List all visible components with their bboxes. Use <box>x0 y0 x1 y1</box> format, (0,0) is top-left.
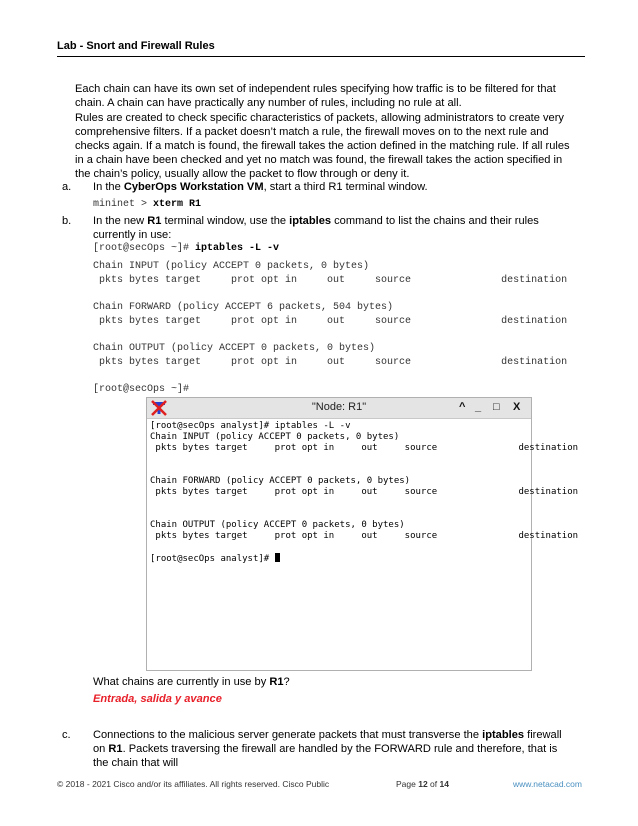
intro-paragraph-1: Each chain can have its own set of independent rules specifying how traffic is to be filtered for that chain. A chain can have practically any number of rules, including no rule at all. <box>75 83 556 109</box>
shade-button[interactable]: ^ <box>459 401 466 413</box>
terminal-line <box>150 454 578 465</box>
step-b-marker: b. <box>62 215 72 227</box>
code-line: Chain INPUT (policy ACCEPT 0 packets, 0 bytes) <box>93 261 370 272</box>
step-c-marker: c. <box>62 729 71 741</box>
minimize-button[interactable]: _ <box>475 401 482 413</box>
terminal-line <box>150 542 578 553</box>
step-a-marker: a. <box>62 181 72 193</box>
terminal-line <box>150 509 578 520</box>
code-line: pkts bytes target prot opt in out source destination <box>93 357 568 368</box>
xterm-window <box>146 397 579 671</box>
xterm-title-bar[interactable] <box>147 398 531 419</box>
xterm-output[interactable] <box>150 421 578 565</box>
question-text: What chains are currently in use by R1? <box>93 676 290 688</box>
terminal-line: pkts bytes target prot opt in out source destination <box>150 443 579 453</box>
code-command-line: [root@secOps ~]# iptables -L -v <box>93 243 280 254</box>
close-button[interactable]: X <box>513 401 521 413</box>
code-line: pkts bytes target prot opt in out source destination <box>93 275 568 286</box>
step-a-text: In the CyberOps Workstation VM, start a third R1 terminal window. <box>93 181 428 193</box>
code-line: Chain FORWARD (policy ACCEPT 6 packets, 504 bytes) <box>93 302 394 313</box>
footer-copyright: © 2018 - 2021 Cisco and/or its affiliates. All rights reserved. Cisco Public <box>57 779 330 789</box>
terminal-line <box>150 498 578 509</box>
step-a-code: mininet > xterm R1 <box>93 199 202 210</box>
terminal-line: Chain OUTPUT (policy ACCEPT 0 packets, 0 bytes) <box>150 520 405 530</box>
terminal-line: Chain FORWARD (policy ACCEPT 0 packets, 0 bytes) <box>150 476 411 486</box>
page-header-title: Lab - Snort and Firewall Rules <box>57 40 215 52</box>
footer-page-number: Page 12 of 14 <box>396 779 449 789</box>
step-c-text: Connections to the malicious server generate packets that must transverse the iptables firewall on R1. Packets traversing the firewall are handled by the FORWARD rule and therefore, that is the chain that will <box>93 729 562 769</box>
code-line: pkts bytes target prot opt in out source destination <box>93 316 568 327</box>
code-line: Chain OUTPUT (policy ACCEPT 0 packets, 0 bytes) <box>93 343 376 354</box>
terminal-line: [root@secOps analyst]# iptables -L -v <box>150 421 351 431</box>
footer-link[interactable]: www.netacad.com <box>513 779 582 789</box>
xterm-window-title: "Node: R1" <box>311 401 367 413</box>
terminal-line: pkts bytes target prot opt in out source destination <box>150 531 579 541</box>
terminal-prompt-line: [root@secOps analyst]# <box>150 553 578 565</box>
step-b-text: In the new R1 terminal window, use the iptables command to list the chains and their rules currently in use: <box>93 215 539 241</box>
terminal-line <box>150 465 578 476</box>
header-divider <box>57 56 585 57</box>
code-line: [root@secOps ~]# <box>93 384 190 395</box>
terminal-line: pkts bytes target prot opt in out source destination <box>150 487 579 497</box>
intro-paragraph-2: Rules are created to check specific characteristics of packets, allowing administrators to create very comprehensive filters. If a packet doesn’t match a rule, the firewall moves on to the next rule and checks again. If a match is found, the firewall takes the action defined in the matching rule. If all rules in a chain have been checked and yet no match was found, the firewall takes the action specified in the chain’s policy, usually allow the packet to flow through or deny it. <box>75 112 570 180</box>
cursor <box>275 553 280 562</box>
answer-text: Entrada, salida y avance <box>93 693 222 705</box>
terminal-line: Chain INPUT (policy ACCEPT 0 packets, 0 bytes) <box>150 432 400 442</box>
maximize-button[interactable]: □ <box>493 401 500 413</box>
